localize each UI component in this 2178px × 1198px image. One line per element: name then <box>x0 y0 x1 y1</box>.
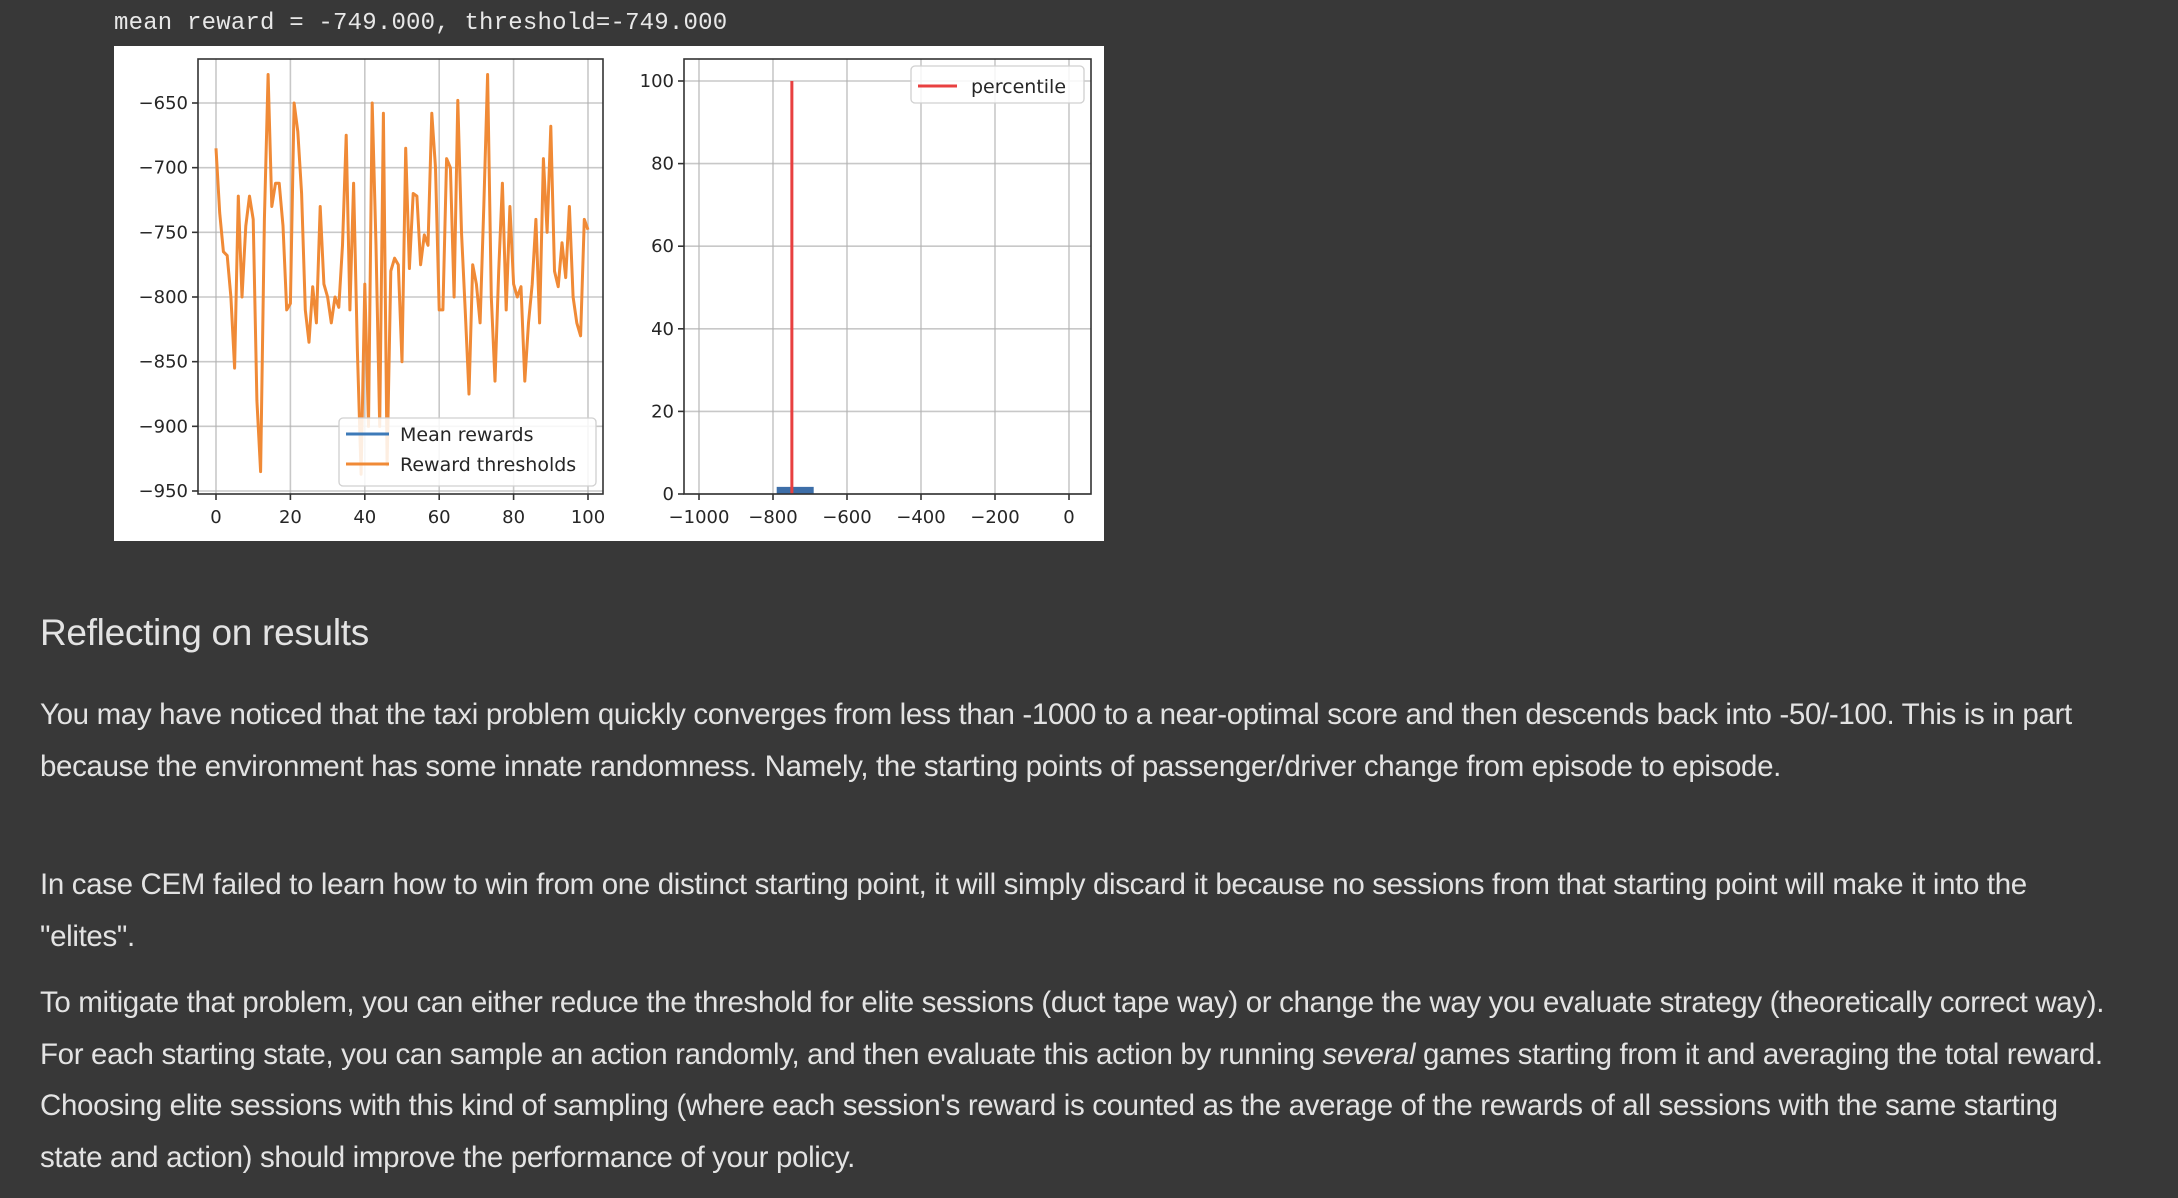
svg-text:0: 0 <box>210 507 222 528</box>
svg-text:−600: −600 <box>822 507 872 528</box>
reward-thresholds-line <box>216 75 588 475</box>
legend-percentile: percentile <box>971 76 1067 98</box>
svg-text:−950: −950 <box>138 481 188 502</box>
svg-text:−900: −900 <box>138 416 188 438</box>
svg-text:−700: −700 <box>138 157 188 179</box>
cell-output-text: mean reward = -749.000, threshold=-749.000 <box>114 10 728 37</box>
emphasis-several: several <box>1322 1037 1416 1071</box>
paragraph-3: To mitigate that problem, you can either reduce the threshold for elite sessions (duct tape way) or change the way you evaluate strategy (theoretically correct way). For each starting state, you can sample an action randomly, and then evaluate this action by running several games starting from it and averaging the total reward. Choosing elite sessions with this kind of sampling (where each session's reward is counted as the average of the rewards of all sessions with the same starting state and action) should improve the performance of your policy. <box>40 986 2105 1174</box>
reward-histogram-chart <box>640 59 1091 528</box>
legend-mean-rewards: Mean rewards <box>400 424 534 446</box>
svg-text:−1000: −1000 <box>668 507 730 528</box>
histogram-bar <box>777 487 814 494</box>
rewards-line-chart <box>139 59 606 528</box>
svg-text:100: 100 <box>570 507 606 528</box>
svg-text:60: 60 <box>651 236 674 258</box>
svg-text:−650: −650 <box>138 93 188 114</box>
matplotlib-figure <box>114 46 1104 541</box>
paragraph-2: In case CEM failed to learn how to win from one distinct starting point, it will simply discard it because no sessions from that starting point will make it into the "elites". <box>40 868 2027 953</box>
section-heading: Reflecting on results <box>40 612 369 653</box>
svg-text:40: 40 <box>651 318 674 340</box>
svg-text:−400: −400 <box>896 507 946 528</box>
svg-text:20: 20 <box>651 401 674 423</box>
svg-text:−850: −850 <box>138 351 188 373</box>
svg-text:0: 0 <box>662 484 674 505</box>
svg-text:80: 80 <box>651 153 674 175</box>
line-chart-legend <box>339 418 596 486</box>
svg-text:40: 40 <box>353 507 377 528</box>
svg-text:−800: −800 <box>138 287 188 308</box>
svg-text:−750: −750 <box>138 222 188 244</box>
svg-text:0: 0 <box>1063 507 1075 528</box>
svg-text:100: 100 <box>639 71 674 92</box>
legend-reward-thresholds: Reward thresholds <box>400 454 577 476</box>
svg-text:20: 20 <box>278 507 302 528</box>
svg-text:80: 80 <box>502 507 526 528</box>
paragraph-1: You may have noticed that the taxi problem quickly converges from less than -1000 to a near-optimal score and then descends back into -50/-100. This is in part because the environment has some innate randomness. Namely, the starting points of passenger/driver change from episode to episode. <box>40 698 2072 783</box>
histogram-legend <box>911 66 1084 103</box>
svg-text:60: 60 <box>427 507 451 528</box>
svg-text:−800: −800 <box>748 507 798 528</box>
svg-text:−200: −200 <box>970 507 1020 528</box>
